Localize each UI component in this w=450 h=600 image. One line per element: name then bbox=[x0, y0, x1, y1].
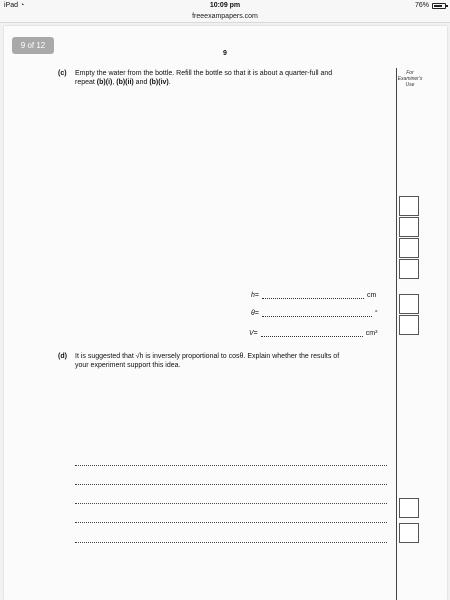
question-label-c: (c) bbox=[58, 70, 67, 77]
question-text-d bbox=[75, 352, 390, 370]
address-bar[interactable] bbox=[0, 11, 450, 23]
page-indicator: 9 of 12 bbox=[12, 37, 54, 54]
question-d-line-1: It is suggested that √h is inversely proportional to cosθ. Explain whether the results of bbox=[75, 353, 340, 360]
mark-box[interactable] bbox=[399, 294, 419, 314]
margin-divider bbox=[396, 68, 397, 600]
question-d-line-2: your experiment support this idea. bbox=[75, 362, 181, 369]
device-name: iPad bbox=[4, 2, 19, 9]
clock: 10:09 pm bbox=[209, 2, 241, 9]
wifi-icon: ◔ bbox=[19, 2, 25, 9]
answer-blank[interactable] bbox=[261, 330, 363, 337]
answer-h[interactable] bbox=[251, 292, 376, 299]
mark-box[interactable] bbox=[399, 196, 419, 216]
answer-line[interactable] bbox=[75, 484, 387, 485]
question-text-c bbox=[75, 69, 390, 87]
battery-indicator bbox=[415, 0, 446, 11]
mark-box[interactable] bbox=[399, 238, 419, 258]
separator: , bbox=[112, 79, 117, 86]
mark-box[interactable] bbox=[399, 315, 419, 335]
answer-theta[interactable] bbox=[251, 310, 378, 317]
answer-unit: cm³ bbox=[365, 330, 378, 337]
answer-variable: θ bbox=[251, 310, 255, 317]
answer-blank[interactable] bbox=[262, 310, 372, 317]
answer-line[interactable] bbox=[75, 522, 387, 523]
answer-unit: ° bbox=[374, 310, 378, 317]
mark-box[interactable] bbox=[399, 523, 419, 543]
equals-sign: = bbox=[254, 292, 259, 299]
battery-icon bbox=[432, 3, 446, 9]
question-c-line-2 bbox=[75, 78, 390, 87]
answer-variable: h bbox=[251, 292, 255, 299]
examiner-use-label: For Examiner's Use bbox=[397, 70, 423, 88]
url-text: freeexampapers.com bbox=[192, 13, 258, 20]
equals-sign: = bbox=[253, 330, 258, 337]
status-bar bbox=[0, 0, 450, 11]
question-c-line-1: Empty the water from the bottle. Refill the bottle so that it is about a quarter-full and bbox=[75, 70, 333, 77]
equals-sign: = bbox=[254, 310, 259, 317]
battery-percent: 76% bbox=[414, 2, 429, 9]
answer-line[interactable] bbox=[75, 465, 387, 466]
mark-box[interactable] bbox=[399, 259, 419, 279]
separator: and bbox=[133, 79, 150, 86]
question-c-prefix: repeat bbox=[75, 79, 97, 86]
question-c-suffix: . bbox=[168, 79, 171, 86]
reference-b-i: (b)(i) bbox=[96, 79, 113, 86]
document-page bbox=[4, 26, 447, 600]
page-number: 9 bbox=[223, 50, 227, 57]
answer-variable: V bbox=[249, 330, 254, 337]
mark-box[interactable] bbox=[399, 217, 419, 237]
answer-line[interactable] bbox=[75, 503, 387, 504]
mark-box[interactable] bbox=[399, 498, 419, 518]
answer-line[interactable] bbox=[75, 542, 387, 543]
reference-b-iv: (b)(iv) bbox=[149, 79, 169, 86]
question-label-d: (d) bbox=[58, 353, 67, 360]
answer-v[interactable] bbox=[249, 330, 377, 337]
answer-unit: cm bbox=[367, 292, 377, 299]
reference-b-ii: (b)(ii) bbox=[116, 79, 134, 86]
answer-blank[interactable] bbox=[262, 292, 364, 299]
